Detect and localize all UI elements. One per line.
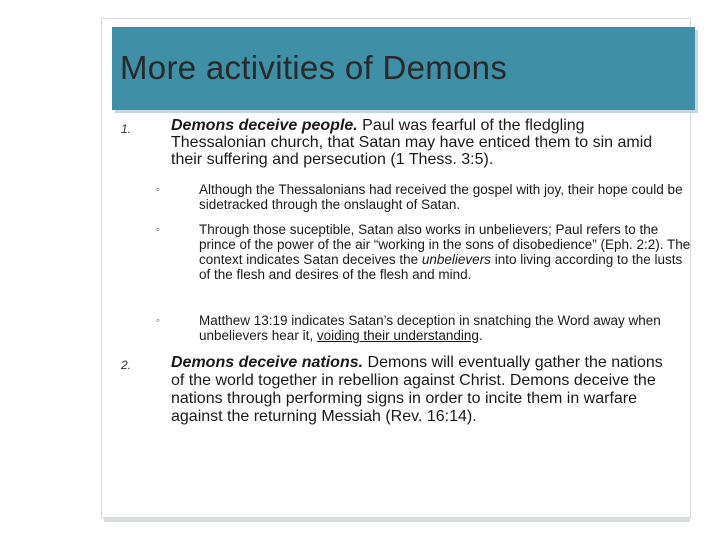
point-number-1: 1.: [121, 122, 132, 136]
point-1-paragraph: [171, 117, 653, 168]
point-2-text: Demons will eventually gather the nations of the world together in rebellion against Christ. Demons deceive the nations through performing signs in order to incite them in warfare against the returning Messiah (Rev. 16:14).: [171, 354, 663, 425]
subpoint-3-bullet: ◦: [156, 315, 160, 327]
point-number-2: 2.: [121, 358, 132, 372]
point-1-text: Paul was fearful of the fledgling Thessalonian church, that Satan may have enticed them to sin amid their suffering and persecution (1 Thess. 3:5).: [171, 117, 653, 168]
slide-title: More activities of Demons: [120, 49, 508, 86]
subpoint-2-bullet: ◦: [156, 224, 160, 236]
subpoint-3-text-after: .: [478, 328, 483, 343]
subpoint-2-text-after: into living according to the lusts of the flesh and desires of the flesh and mind.: [199, 252, 683, 282]
point-1-lead: Demons deceive people.: [171, 117, 358, 134]
subpoint-3-text-before: Matthew 13:19 indicates Satan’s deception in snatching the Word away when unbelievers hear it,: [199, 313, 661, 343]
subpoint-3-underlined: voiding their understanding: [316, 328, 479, 343]
subpoint-2-text-before: Through those suceptible, Satan also works in unbelievers; Paul refers to the prince of the power of the air “working in the sons of disobedience” (Eph. 2:2). The context indicates Satan deceives the: [199, 222, 691, 267]
subpoint-1-text: Although the Thessalonians had received the gospel with joy, their hope could be sidetracked through the onslaught of Satan.: [199, 182, 683, 212]
subpoint-2-italic: unbelievers: [421, 252, 491, 267]
subpoint-3-paragraph: [199, 313, 681, 343]
point-2-paragraph: [171, 354, 671, 426]
subpoint-1-bullet: ◦: [156, 184, 160, 196]
point-2-lead: Demons deceive nations.: [171, 354, 364, 371]
subpoint-2-paragraph: [199, 222, 693, 282]
